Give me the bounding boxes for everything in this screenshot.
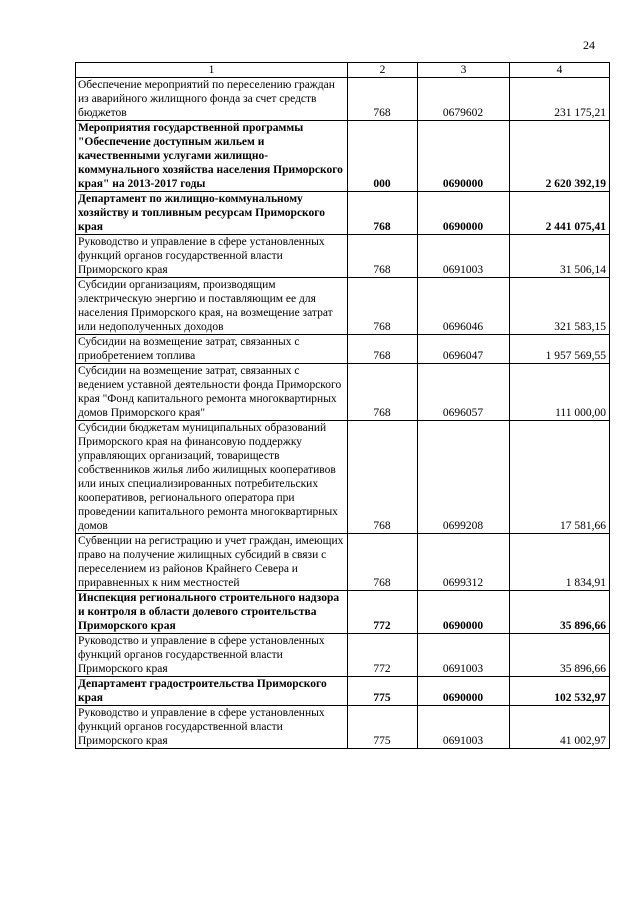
row-amount: 1 957 569,55 [510,335,610,364]
table-row [76,677,610,706]
budget-table [75,62,610,749]
table-row [76,192,610,235]
row-amount: 31 506,14 [510,235,610,278]
row-target-code: 0690000 [418,677,510,706]
row-ministry-code: 768 [348,534,418,591]
row-description: Субсидии на возмещение затрат, связанных с приобретением топлива [76,335,348,364]
row-amount: 111 000,00 [510,364,610,421]
column-header: 3 [418,63,510,78]
table-row [76,78,610,121]
table-row [76,121,610,192]
table-row [76,278,610,335]
row-description: Обеспечение мероприятий по переселению граждан из аварийного жилищного фонда за счет средств бюджетов [76,78,348,121]
row-target-code: 0691003 [418,706,510,749]
row-amount: 17 581,66 [510,421,610,534]
row-ministry-code: 772 [348,591,418,634]
table-row [76,534,610,591]
row-target-code: 0699312 [418,534,510,591]
row-target-code: 0679602 [418,78,510,121]
row-amount: 35 896,66 [510,591,610,634]
row-amount: 231 175,21 [510,78,610,121]
row-target-code: 0691003 [418,235,510,278]
row-amount: 1 834,91 [510,534,610,591]
table-row [76,591,610,634]
column-header: 2 [348,63,418,78]
row-description: Руководство и управление в сфере установленных функций органов государственной власти Приморского края [76,706,348,749]
row-description: Субсидии организациям, производящим электрическую энергию и поставляющим ее для населения Приморского края, на возмещение затрат или недополученных доходов [76,278,348,335]
row-description: Субсидии на возмещение затрат, связанных с ведением уставной деятельности фонда Приморского края "Фонд капитального ремонта многоквартирных домов Приморского края" [76,364,348,421]
row-target-code: 0690000 [418,121,510,192]
row-description: Инспекция регионального строительного надзора и контроля в области долевого строительства Приморского края [76,591,348,634]
row-amount: 41 002,97 [510,706,610,749]
table-row [76,706,610,749]
row-description: Субвенции на регистрацию и учет граждан, имеющих право на получение жилищных субсидий в связи с переселением из районов Крайнего Севера и приравненных к ним местностей [76,534,348,591]
row-ministry-code: 768 [348,278,418,335]
row-ministry-code: 768 [348,235,418,278]
row-description: Департамент по жилищно-коммунальному хозяйству и топливным ресурсам Приморского края [76,192,348,235]
column-header: 4 [510,63,610,78]
page-number: 24 [583,38,595,52]
row-description: Мероприятия государственной программы "Обеспечение доступным жильем и качественными услугами жилищно-коммунального хозяйства населения Приморского края" на 2013-2017 годы [76,121,348,192]
table-header-row [76,63,610,78]
row-ministry-code: 000 [348,121,418,192]
column-header: 1 [76,63,348,78]
row-amount: 2 441 075,41 [510,192,610,235]
row-ministry-code: 775 [348,677,418,706]
row-ministry-code: 768 [348,78,418,121]
table-row [76,421,610,534]
row-amount: 321 583,15 [510,278,610,335]
row-ministry-code: 772 [348,634,418,677]
row-target-code: 0690000 [418,192,510,235]
row-description: Департамент градостроительства Приморского края [76,677,348,706]
row-amount: 2 620 392,19 [510,121,610,192]
row-amount: 35 896,66 [510,634,610,677]
table-row [76,364,610,421]
row-target-code: 0696057 [418,364,510,421]
row-target-code: 0691003 [418,634,510,677]
row-description: Руководство и управление в сфере установленных функций органов государственной власти Приморского края [76,235,348,278]
row-amount: 102 532,97 [510,677,610,706]
row-target-code: 0696047 [418,335,510,364]
row-ministry-code: 768 [348,192,418,235]
row-target-code: 0699208 [418,421,510,534]
table-row [76,634,610,677]
row-target-code: 0696046 [418,278,510,335]
table-row [76,235,610,278]
row-description: Руководство и управление в сфере установленных функций органов государственной власти Приморского края [76,634,348,677]
table-body [76,78,610,749]
row-ministry-code: 768 [348,421,418,534]
row-ministry-code: 775 [348,706,418,749]
row-description: Субсидии бюджетам муниципальных образований Приморского края на финансовую поддержку управляющих организаций, товариществ собственников жилья либо жилищных кооперативов или иных специализированных потребительских кооперативов, регионального оператора при проведении капитального ремонта многоквартирных домов [76,421,348,534]
row-ministry-code: 768 [348,364,418,421]
row-ministry-code: 768 [348,335,418,364]
table-row [76,335,610,364]
row-target-code: 0690000 [418,591,510,634]
